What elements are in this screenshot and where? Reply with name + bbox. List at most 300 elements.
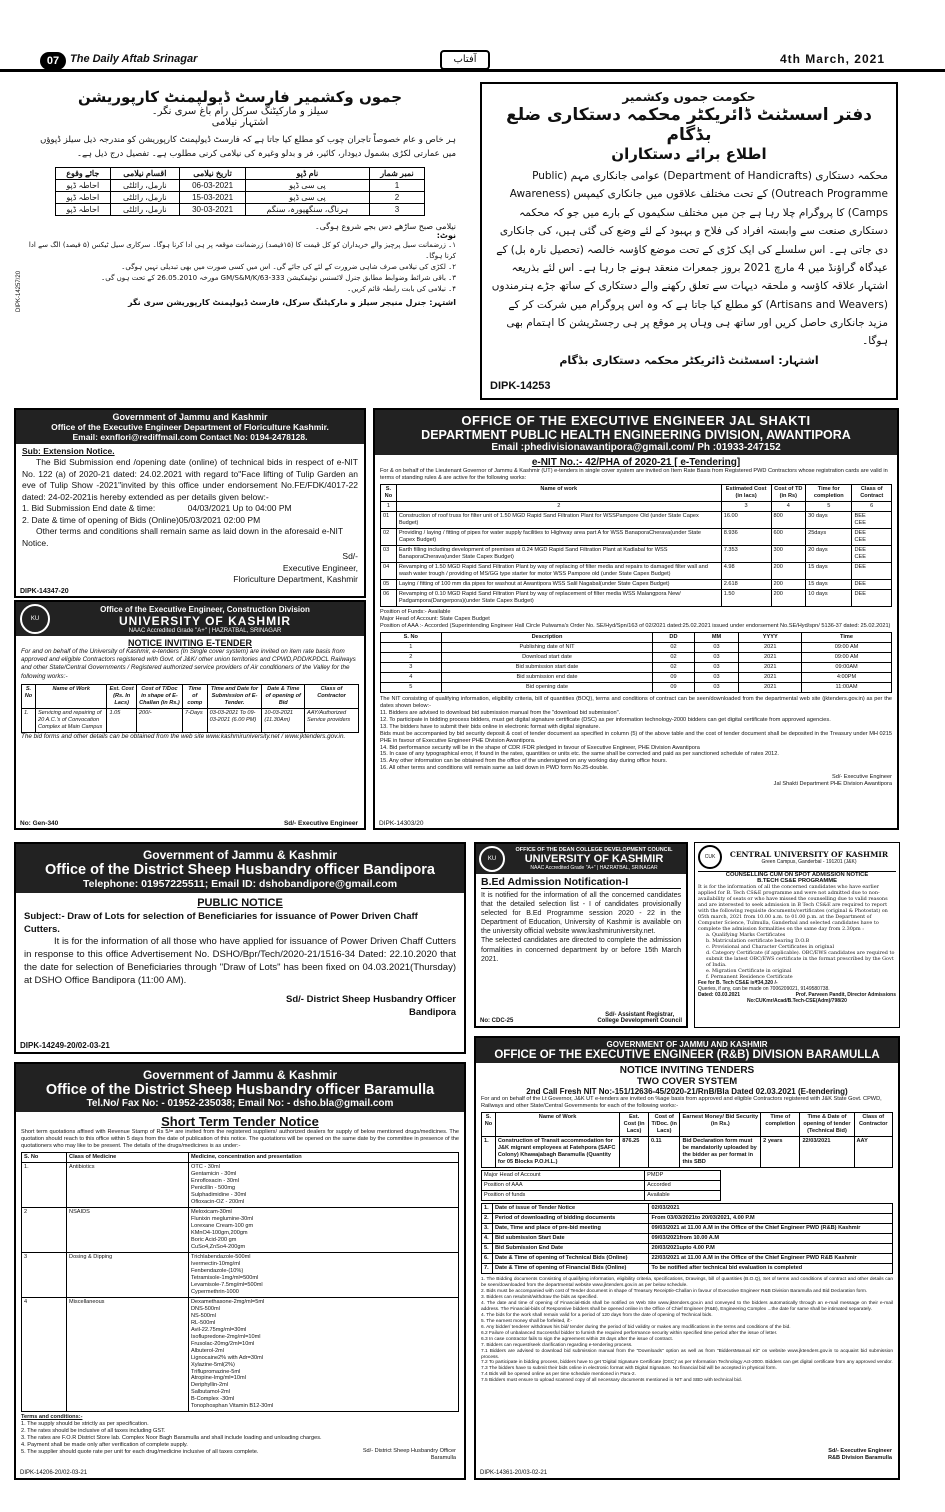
- jal-works-table: [380, 484, 892, 607]
- forest-title: جموں وکشمیر فارسٹ ڈیولپمنٹ کارپوریشن: [77, 88, 403, 106]
- newspaper-name: The Daily Aftab Srinagar: [70, 53, 198, 65]
- jal-works-cell: DEE CEE: [852, 528, 892, 545]
- forest-col-header: نام ڈپو: [245, 168, 369, 180]
- flori-signature: Sd/- Executive Engineer, Floriculture Department, Kashmir: [233, 551, 358, 585]
- ku-const-body: For and on behalf of the University of Kashmir, e-tenders (In Single cover system) are invited on item rate basis from approved and eligible Contractors registered with Govt. of J&K/ other union territories and CPWD,PDD/KPDCL Railways and other State/Central Governments / Registered authorized service providers of Air conditioners of the Valley for the following works:-: [21, 648, 356, 680]
- forest-col-header: جائے وقوع: [56, 168, 111, 180]
- sheepbla-signature: Sd/- District Sheep Husbandry Officer Baramulla: [362, 1448, 456, 1462]
- sheepb-title2: Office of the District Sheep Husbandry officer Bandipora: [16, 862, 464, 878]
- jal-works-cell: 04: [381, 562, 397, 579]
- rnb-title1: GOVERNMENT OF JAMMU AND KASHMIR: [476, 1038, 898, 1049]
- rnb-schedule-row: [482, 1253, 893, 1263]
- sheepbla-medicine-table: [21, 1152, 459, 1412]
- ku-const-col-header: Est. Cost (Rs. In Lacs): [107, 684, 136, 708]
- jal-sched-row: [381, 652, 892, 662]
- jal-sched-cell: 03: [694, 642, 739, 652]
- newspaper-logo: آفتاب: [440, 50, 490, 70]
- sheepbla-heading: Short Term Tender Notice: [161, 1114, 319, 1129]
- jal-sched-row: [381, 682, 892, 692]
- jal-sched-cell: Download start date: [441, 652, 653, 662]
- jal-works-cell: 01: [381, 511, 397, 528]
- rnb-position-cell: Available: [645, 1190, 721, 1200]
- jal-works-cell: 30 days: [806, 511, 852, 528]
- rnb-schedule-row: [482, 1203, 893, 1213]
- rnb-schedule-cell: Bid Submission End Date: [493, 1243, 649, 1253]
- forest-note: ۲۔ لکڑی کی نیلامی صرف شاہی ضرورت کے لئے کی جائے گی۔ اس میں کسی صورت میں بھی تبدیلی نہیں ہوگی۔: [121, 262, 456, 271]
- jal-works-cell: 1.50: [721, 589, 771, 606]
- rnb-cell: AAY: [854, 1136, 893, 1167]
- rnb-schedule-table: [481, 1203, 893, 1274]
- jal-works-cell: 4.98: [721, 562, 771, 579]
- jal-works-cell: Construction of roof truss for filter unit of 1.50 MGD Rapid Sand Filtration Plant for WSSPampore Old (under State Capex Budget): [396, 511, 721, 528]
- jal-number-cell: 5: [806, 501, 852, 511]
- handicraft-body: محکمہ دستکاری (Department of Handicrafts) عوامی جانکاری مہم (Public Outreach Programme) کے تحت مختلف علاقوں میں جانکاری کیمپس (Awareness Camps) کا پروگرام چلا رہا ہے جن میں مختلف سکیموں کے بارے میں جو کہ محکمہ دستکاری صنعت سے وابستہ افراد کی فلاح و بہبود کے لئے وضع کی گئی ہیں، کی جانکاری دی جاتی ہے۔ اس سلسلے کی ایک کڑی کے تحت موضع کاؤسہ خالصہ (تحصیل نارہ بل) کے عیدگاہ گراؤنڈ میں 4 مارچ 2021 بروز جمعرات منعقد ہونے جا رہا ہے۔ اس لئے بذریعہ اشتہار علاقہ کاؤسہ و ملحقہ دیہات سے تعلق رکھنے والے دستکاری کے ساتھ جڑے ہنرمندوں (Artisans and Weavers) کو مطلع کیا جاتا ہے کہ وہ اس پروگرام میں شرکت کر کے مزید جانکاری حاصل کریں اور ساتھ ہی وہاں پر موقع پر ہی رجسٹریشن کا اہتمام بھی ہوگا۔: [491, 170, 888, 348]
- bed-heading: B.Ed Admission Notification-I: [481, 876, 681, 889]
- forest-table-cell: احاطہ ڈپو: [56, 204, 111, 216]
- jal-sched-cell: 2021: [739, 672, 802, 682]
- forest-table-cell: پی سی ڈپو: [245, 192, 369, 204]
- sheepbla-medicine-row: [22, 1297, 459, 1412]
- jal-works-row: [381, 589, 892, 606]
- rnb-schedule-cell: Date, Time and place of pre-bid meeting: [493, 1223, 649, 1233]
- flori-dipk: DIPK-14347-20: [20, 588, 69, 595]
- jal-number-cell: 6: [852, 501, 892, 511]
- rnb-col-header: Est. Cost (in Lacs): [620, 1112, 649, 1136]
- flori-subject: Sub: Extension Notice.: [22, 446, 115, 456]
- jal-col-header: Class of Contract: [852, 484, 892, 501]
- sheepb-public-notice: PUBLIC NOTICE: [197, 897, 283, 909]
- ku-const-cell: 1.: [22, 708, 36, 732]
- bed-admission-ad: [474, 842, 688, 1028]
- cuk-title3: COUNSELLING CUM ON SPOT ADMISSION NOTICE: [725, 872, 869, 878]
- rnb-baramulla-ad: [474, 1036, 900, 1480]
- ku-const-col-header: Cost of T/Doc in shape of E-Challan (in Rs.): [136, 684, 182, 708]
- bed-signature: Sd/- Assistant Registrar, College Development Council: [597, 1012, 682, 1024]
- forest-table-cell: پی سی ڈپو: [245, 180, 369, 192]
- rnb-dipk: DIPK-14361-20/03-02-21: [480, 1470, 548, 1476]
- flori-item2: 2. Date & time of opening of Bids (Online)05/03/2021 02:00 PM: [22, 514, 261, 525]
- jal-sched-cell: Bid submission start date: [441, 662, 653, 672]
- cuk-doc-item: c. Provisional and Character Certificates in original: [706, 943, 835, 950]
- sheepbla-medicine-cell: 4: [22, 1297, 67, 1412]
- ku-const-col-header: S. No: [22, 684, 36, 708]
- jal-works-cell: 15 days: [806, 562, 852, 579]
- jal-works-cell: 300: [771, 545, 806, 562]
- rnb-schedule-row: [482, 1223, 893, 1233]
- ku-logo-icon: KU: [20, 604, 50, 634]
- cuk-doc-item: b. Matriculation certificate bearing D.O.B: [706, 937, 810, 944]
- sheepbla-medicine-cell: 3: [22, 1252, 67, 1297]
- ku-const-cell: 03-03-2021 To 09-03-2021 (6.00 PM): [207, 708, 262, 732]
- jal-sched-cell: 03: [694, 652, 739, 662]
- cuk-body: It is for the information of all the concerned candidates who have earlier applied for B. Tech CS&E programme and were not admitted due to non-availability of seats or who have missed the counselling due to valid reasons and are interested to seek admission in B Tech CS&E are required to report with the following requisite documents/certificates (original & Photostat) on 05th march, 2021 from 10.00 a.m. to 01.00 p.m. at the Department of Computer Science, Tulmulla, Ganderbal and selected candidates have to complete the admission formalities on the same day from 2.30pm :: [698, 884, 888, 932]
- rnb-schedule-cell: 3.: [482, 1223, 493, 1233]
- sheep-bandipora-ad: [14, 842, 466, 1054]
- rnb-schedule-cell: 1.: [482, 1203, 493, 1213]
- jal-works-cell: 25days: [806, 528, 852, 545]
- ku-const-cell: AAY/Authorized Service providers: [305, 708, 359, 732]
- sheepbla-dipk: DIPK-14206-20/02-03-21: [20, 1470, 88, 1476]
- jal-intro: For & on behalf of the Lieutenant Governor of Jammu & Kashmir (UT) e-tenders in single cover system are invited on Item Rate Basis from Registered PWD Contractors whose registration cards are valid in terms of standing rules & are active for the following works:: [380, 468, 888, 481]
- bed-title3: NAAC Accredited Grade "A+" | HAZRATBAL, SRINAGAR: [530, 865, 658, 871]
- jal-contact: Email :phedivisionawantipora@gmail.com/ Ph :01933-247152: [375, 442, 897, 455]
- jal-sched-cell: 5: [381, 682, 442, 692]
- bed-no: No: CDC-25: [480, 1018, 514, 1024]
- flori-title1: Government of Jammu and Kashmir: [16, 410, 364, 422]
- rnb-schedule-cell: 4.: [482, 1233, 493, 1243]
- forest-table-row: [56, 204, 425, 216]
- jal-title1: OFFICE OF THE EXECUTIVE ENGINEER JAL SHAKTI: [375, 410, 897, 428]
- jal-works-cell: Revamping of 1.50 MGD Rapid Sand Filtration Plant by way of replacing of filter media and repairs to damaged filter wall and wash water trough / providing of MS/GG type starter for motor WSS Pampore old (under State Capex Budget): [396, 562, 721, 579]
- rnb-schedule-cell: 5.: [482, 1243, 493, 1253]
- jal-sched-cell: Bid opening date: [441, 682, 653, 692]
- jal-works-cell: 03: [381, 545, 397, 562]
- jal-works-cell: 10 days: [806, 589, 852, 606]
- cuk-admission-ad: [694, 842, 900, 1028]
- jal-schedule-table: [380, 632, 892, 693]
- forest-subtitle: سیلز و مارکیٹنگ سرکل رام باغ سری نگر۔: [151, 106, 329, 117]
- ku-const-table: [21, 684, 359, 733]
- rnb-schedule-cell: 20/03/2021upto 4.00 P.M: [649, 1243, 893, 1253]
- jal-sched-cell: 3: [381, 662, 442, 672]
- ku-const-title2: UNIVERSITY OF KASHMIR: [118, 613, 292, 628]
- forest-table-cell: نارمل، رائلٹی: [110, 204, 180, 216]
- sheep-baramulla-ad: [14, 1062, 466, 1480]
- jal-sched-cell: 2021: [739, 662, 802, 672]
- jal-sched-header: YYYY: [739, 632, 802, 642]
- rnb-schedule-cell: 02/03/2021: [649, 1203, 893, 1213]
- jal-works-cell: 200: [771, 589, 806, 606]
- forest-signature: اشتہر: جنرل منیجر سیلز و مارکیٹنگ سرکل، فارسٹ ڈیولپمنٹ کارپوریشن سری نگر: [128, 298, 456, 308]
- forest-table-cell: ہرناگ، سنگھپورہ، سنگم: [245, 204, 369, 216]
- sheepbla-medicine-cell: 2: [22, 1207, 67, 1252]
- sheepbla-medicine-cell: Dexamethasone-2mg/ml=5ml DNS-500ml NS-500ml RL-500ml Avil-22.75mg/ml=30ml Isoflupredone-2mg/ml=10ml Frusolac-20mg/2ml=10ml Albuterol-2ml Lignocaine2% with Adr=30ml Xylazine-5ml(2%) Triflupromazine-5ml Atropine-Img/ml=10ml Deriphyllin-2ml Salbutamol-2ml B-Complex -30ml Tonophosphan Vitamin B12-30ml: [189, 1297, 459, 1412]
- jal-title2: DEPARTMENT PUBLIC HEALTH ENGINEERING DIVISION, AWANTIPORA: [375, 428, 897, 442]
- jal-sched-cell: 09:00 AM: [802, 642, 892, 652]
- forest-table-cell: احاطہ ڈپو: [56, 180, 111, 192]
- flori-title2: Office of the Executive Engineer Department of Floriculture Kashmir.: [16, 422, 364, 432]
- rnb-schedule-cell: Bid submission Start Date: [493, 1233, 649, 1243]
- jal-works-cell: 600: [771, 528, 806, 545]
- rnb-title2: OFFICE OF THE EXECUTIVE ENGINEER (R&B) DIVISION BARAMULLA: [476, 1049, 898, 1063]
- jal-works-cell: 7.353: [721, 545, 771, 562]
- jal-sched-cell: 09: [653, 682, 694, 692]
- forest-table-cell: 1: [369, 180, 424, 192]
- forest-intro: ہر خاص و عام خصوصاً تاجران چوب کو مطلع کیا جاتا ہے کہ فارسٹ ڈیولپمنٹ کارپوریشن کو مندرجہ ذیل سیلز ڈپوؤں میں عمارتی لکڑی بشمول دیودار، کائیر، فر و بدلو وغیرہ کی نیلامی کرنی مطلوب ہے۔ تفصیل درج ذیل ہے۔: [40, 135, 456, 159]
- sheepbla-medicine-cell: NSAIDS: [67, 1207, 189, 1252]
- forest-table-cell: 06-03-2021: [180, 180, 246, 192]
- ku-const-cell: 1.05: [107, 708, 136, 732]
- rnb-cell: 2 years: [761, 1136, 800, 1167]
- forest-col-header: نمبر شمار: [369, 168, 424, 180]
- bed-ku-logo-icon: KU: [479, 846, 505, 872]
- rnb-schedule-cell: Date & Time of opening of Technical Bids (Online): [493, 1253, 649, 1263]
- cuk-doc-item: f. Permanent Residence Certificate: [706, 973, 793, 980]
- jal-number-cell: 4: [771, 501, 806, 511]
- rnb-works-table: [481, 1112, 893, 1168]
- sheepbla-terms: 1. The supply should be strictly as per specification. 2. The rates should be inclusive of all taxes including GST. 3. The rates are F.O.R District Store lab. Complex Noor Bagh Baramulla and shall include loading and unloading charges. 4. Payment shall be made only after verification of complete supply. 5. The supplier should quote rate per unit for each drug/medicine inclusive of all taxes complete.: [21, 1421, 322, 1456]
- ku-const-footer: The bid forms and other details can be obtained from the web site www.kashmiruniversity.net / www.jktenders.gov.in.: [21, 732, 346, 740]
- jal-works-row: [381, 545, 892, 562]
- forest-auction-table: [55, 167, 425, 216]
- rnb-schedule-cell: 2.: [482, 1213, 493, 1223]
- jal-number-cell: 2: [396, 501, 721, 511]
- jal-sched-header: DD: [653, 632, 694, 642]
- cuk-title4: B.TECH CS&E PROGRAMME: [757, 878, 837, 884]
- rnb-col-header: Earnest Money/ Bid Security (in Rs.): [680, 1112, 761, 1136]
- cuk-no: No:CUKmr/Acad/B.Tech-CSE(Adm)/798/20: [747, 997, 847, 1004]
- forest-table-row: [56, 180, 425, 192]
- rnb-schedule-cell: From 03/03/2021to 20/03/2021, 4.00 P.M: [649, 1213, 893, 1223]
- rnb-schedule-row: [482, 1233, 893, 1243]
- sheepbla-medicine-cell: Antibiotics: [67, 1162, 189, 1207]
- flori-other: Other terms and conditions shall remain same as laid down in the aforesaid e-NIT Notice.: [22, 526, 343, 548]
- jal-signature: Sd/- Executive Engineer Jal Shakti Department PHE Division Awantipora: [773, 774, 892, 788]
- jal-works-cell: DEE CEE: [852, 545, 892, 562]
- cuk-title1: CENTRAL UNIVERSITY OF KASHMIR: [729, 849, 889, 859]
- flori-contact: Email: exnflori@rediffmail.com Contact No: 0194-2478128.: [16, 432, 364, 444]
- jal-position: Position of Funds:- Available Major Head of Account: State Capex Budget Position of AAA :- Accorded (Superintending Engineer Hall Circle Pulwama's Order No. SE/Hyd/Spn/163 of 02/2021 dated:25.02.2021 issued under endorsement No.SE/Hyd/spn/ 5136-37 dated: 25.02.2021): [380, 608, 891, 629]
- jal-sched-cell: 02: [653, 662, 694, 672]
- jal-sched-row: [381, 672, 892, 682]
- rnb-schedule-row: [482, 1243, 893, 1253]
- sheepbla-medicine-cell: OTC - 30ml Gentamicin - 30ml Enrofloxacin - 30ml Penicillin - 500mg Sulphadimidine - 30ml Ofloxacin-OZ - 200ml: [189, 1162, 459, 1207]
- forest-table-cell: 15-03-2021: [180, 192, 246, 204]
- rnb-position-table: [481, 1170, 721, 1201]
- jal-col-header: S. No: [381, 484, 397, 501]
- forest-note: ۳۔ باقی شرائط وضوابط مطابق جنرل لائسنس نوٹیفکیشن 333-63/GM/S&M/K مورخہ 26.05.2010 کے تحت ہوں گی۔: [101, 273, 456, 282]
- jal-col-header: Estimated Cost (in lacs): [721, 484, 771, 501]
- cuk-title2: Green Campus, Ganderbal - 191201 (J&K): [761, 858, 857, 865]
- sheepbla-title2: Office of the District Sheep Husbandry officer Baramulla: [16, 1082, 464, 1098]
- forest-corporation-ad: [14, 82, 466, 400]
- sheepbla-col-header: Medicine, concentration and presentation: [189, 1152, 459, 1162]
- jal-col-header: Name of work: [396, 484, 721, 501]
- ku-const-cell: 200/-: [136, 708, 182, 732]
- sheepb-signature: Sd/- District Sheep Husbandry Officer Bandipora: [286, 993, 456, 1018]
- jal-sched-cell: 2021: [739, 652, 802, 662]
- forest-table-cell: 3: [369, 204, 424, 216]
- ku-const-sign: Sd/- Executive Engineer: [283, 820, 358, 827]
- sheepb-subject: Subject:- Draw of Lots for selection of Beneficiaries for issuance of Power Driven Chaff Cutters.: [24, 910, 418, 935]
- handicraft-signature: اشتہار: اسسٹنٹ ڈائریکٹر محکمہ دستکاری بڈگام: [559, 353, 819, 367]
- sheepb-dipk: DIPK-14249-20/02-03-21: [20, 1041, 110, 1050]
- ku-construction-ad: [14, 600, 366, 830]
- rnb-schedule-cell: To be notified after technical bid evaluation is completed: [649, 1263, 893, 1273]
- ku-const-no: No: Gen-340: [20, 820, 59, 827]
- cuk-signature: Prof. Parveen Pandit, Director Admissions: [795, 991, 896, 998]
- sheepbla-terms-label: Terms and conditions:-: [21, 1414, 83, 1421]
- jal-sched-cell: 4: [381, 672, 442, 682]
- jal-terms: The NIT consisting of qualifying information, eligibility criteria, bill of quantities (BOQ), terms and conditions of contract can be seen/downloaded from the departmental web site (jktenders.gov.in) as per the dates shown below:- 11. Bidders are advised to download bid submission manual from the "download bid submission". 12. To participate in bidding process bidders, must get digital signature certificate (DSC) as per information technology-2000 bidders can get digital certificate from approved agencies. 13. The bidders have to submit their bids online in electronic format with digital signature. Bids must be accompanied by bid security deposit & cost of tender document as specified in column (5) of the above table and the cost of tender document shall be deposited in the Treasury under MH 0215 PHE in favour of Executive Engineer PHE Division Awantipora. 14. Bid performance security will be in the shape of CDR /FDR pledged in favour of Executive Engineer, PHE Division Awantipora 15. In case of any typographical error, if found in the rates, quantities or units etc. the same shall be corrected and paid as per sanctioned schedule of rates 2012. 15. Any other information can be obtained from the office of the undersigned on any working day during office hours. 16. All other terms and conditions will remain same as laid down in PWD form No.25-double.: [380, 695, 892, 772]
- sheepbla-intro: Short term quotations affixed with Revenue Stamp of Rs 5/= are invited from the registered suppliers/ authorized dealers for supply of below mentioned drugs/medicines. The quotation should reach to this office within 5 days from the date of publication of this notice. The quotations will be opened on the same date by the committee in presence of the quotationers who may like to be present. The details of the drugs/medicines is as under:-: [21, 1129, 459, 1149]
- ku-const-cell: 7-Days: [182, 708, 207, 732]
- rnb-cell: 876.25: [620, 1136, 649, 1167]
- jal-nit: e-NIT No.:- 42/PHA of 2020-21 [ e-Tendering]: [531, 457, 741, 468]
- sheepbla-medicine-cell: 1.: [22, 1162, 67, 1207]
- handicraft-line2: دفتر اسسٹنٹ ڈائریکٹر محکمہ دستکاری ضلع بڈگام: [506, 105, 872, 145]
- jal-works-cell: 2.618: [721, 579, 771, 589]
- jal-works-cell: 05: [381, 579, 397, 589]
- cuk-queries: Queries, if any, can be made on 7006209021, 9149580738.: [698, 985, 830, 992]
- sheepb-body: It is for the information of all those who have applied for issuance of Power Driven Chaff Cutters in response to this office Advertisement No. DSHO/Bpr/Tech/2020-21/1516-34 Dated: 22.10.2020 that the date for selection of Beneficiaries through "Draw of Lots" has been fixed on 04.03.2021(Thursday) at DSHO Office Bandipora (11:00 AM).: [24, 936, 456, 986]
- rnb-cell: 1.: [482, 1136, 496, 1167]
- jal-number-cell: 3: [721, 501, 771, 511]
- jal-dipk: DIPK-14303/20: [379, 820, 424, 827]
- rnb-schedule-cell: 7.: [482, 1263, 493, 1273]
- forest-table-cell: احاطہ ڈپو: [56, 192, 111, 204]
- flori-item1-label: 1. Bid Submission End date & time:: [22, 503, 156, 514]
- handicraft-dipk: DIPK-14253: [490, 380, 551, 392]
- jal-works-row: [381, 528, 892, 545]
- forest-col-header: اقسام نیلامی: [110, 168, 180, 180]
- sheepbla-medicine-cell: Dosing & Dipping: [67, 1252, 189, 1297]
- rnb-title4: TWO COVER SYSTEM: [636, 1076, 738, 1087]
- jal-works-cell: Earth filling including development of premises at 0.24 MGD Rapid Sand Filtration Plant at Kadlabal for WSS BanaporaCherava(under State Capex Budget): [396, 545, 721, 562]
- jal-sched-cell: Bid submission end date: [441, 672, 653, 682]
- rnb-col-header: Class of Contractor: [854, 1112, 893, 1136]
- floriculture-ad: [14, 408, 366, 598]
- sheepbla-col-header: S. No: [22, 1152, 67, 1162]
- jal-shakti-ad: [373, 408, 899, 830]
- jal-sched-cell: 09: [653, 672, 694, 682]
- page-header: [0, 50, 945, 72]
- sheepbla-title1: Government of Jammu & Kashmir: [16, 1064, 464, 1082]
- jal-col-header: Time for completion: [806, 484, 852, 501]
- forest-dipk: DIPK-14257/20: [16, 270, 22, 312]
- issue-date: 4th March, 2021: [779, 52, 885, 66]
- forest-note: ۱۔ زرضمانت سیل پرچیز والے خریداران کو کل قیمت کا (۱۵فیصد) زرضمانت موقعہ پر ہی ادا کرنا ہوگا۔ سرکاری سیل ٹیکس (۵ فیصد) الگ سے ادا کرنا ہوگا۔: [28, 241, 456, 261]
- forest-label: اشتہار نیلامی: [211, 117, 269, 128]
- jal-sched-cell: 09:00AM: [802, 662, 892, 672]
- jal-sched-cell: 02: [653, 652, 694, 662]
- sheepbla-medicine-cell: Miscellaneous: [67, 1297, 189, 1412]
- cuk-doc-list: [698, 932, 896, 980]
- rnb-cell: 0.11: [648, 1136, 680, 1167]
- jal-sched-header: MM: [694, 632, 739, 642]
- bed-body: It is notified for the information of all the concerned candidates that the detailed selection list - I of candidates provisionally selected for B.Ed Programme session 2020 - 22 in the Department of Education, University of Kashmir is available on the university official website www.kashmiruniversity.net. The selected candidates are directed to complete the admission formalities in concerned department by or before 15th March 2021.: [481, 892, 681, 963]
- sheepbla-medicine-cell: Trichlabendazole-500ml Ivermectin-10mg/ml Fenbendazole-(10%) Tetramisole-1mg/ml=500ml Levamisole-7.5mg/ml=500ml Cypermethrin-1000: [189, 1252, 459, 1297]
- jal-works-cell: 8.936: [721, 528, 771, 545]
- page-number: 07: [40, 52, 66, 70]
- forest-table-cell: نارمل، رائلٹی: [110, 180, 180, 192]
- jal-works-cell: Laying / fitting of 100 mm dia pipes for washout at Awantipora WSS Salil Nagabal(under State Capex Budget): [396, 579, 721, 589]
- ku-const-title1: Office of the Executive Engineer, Construction Division: [100, 604, 310, 614]
- flori-body: The Bid Submission end /opening date (online) of technical bids in respect of e-NIT No. 122 (a) of 2020-21 dated: 24.02.2021 with regard to"Face lifting of Tulip Garden an eve of Tulip Show -2021"invited by this office under endorsement No.FE/FDK/4017-22 dated: 24-02-2021is hereby extended as per details given below:-: [22, 457, 358, 502]
- forest-note-label: نوٹ:: [436, 231, 456, 241]
- jal-sched-cell: 2021: [739, 682, 802, 692]
- jal-works-row: [381, 511, 892, 528]
- forest-col-header: تاریخ نیلامی: [180, 168, 246, 180]
- jal-works-cell: 200: [771, 579, 806, 589]
- rnb-title3: NOTICE INVITING TENDERS: [619, 1065, 755, 1076]
- jal-works-cell: DEE: [852, 579, 892, 589]
- rnb-col-header: Time & Date of opening of tender (Technical Bid): [800, 1112, 854, 1136]
- rnb-schedule-cell: 6.: [482, 1253, 493, 1263]
- jal-works-cell: DEE: [852, 589, 892, 606]
- jal-sched-row: [381, 662, 892, 672]
- jal-sched-cell: 1: [381, 642, 442, 652]
- handicraft-line3: اطلاع برائے دستکاران: [611, 145, 767, 163]
- jal-sched-header: S. No: [381, 632, 442, 642]
- jal-sched-cell: 2: [381, 652, 442, 662]
- rnb-schedule-row: [482, 1213, 893, 1223]
- ku-const-notice: NOTICE INVITING E-TENDER: [127, 638, 252, 648]
- forest-table-cell: 30-03-2021: [180, 204, 246, 216]
- rnb-cell: Bid Declaration form must be mandatorily uploaded by the bidder as per format in this SBD: [680, 1136, 761, 1167]
- sheepb-title1: Government of Jammu & Kashmir: [16, 844, 464, 862]
- rnb-position-cell: Position of funds: [482, 1190, 645, 1200]
- rnb-schedule-cell: Date of issue of Tender Notice: [493, 1203, 649, 1213]
- jal-works-cell: DEE: [852, 562, 892, 579]
- jal-works-cell: 06: [381, 589, 397, 606]
- rnb-position-row: [482, 1170, 721, 1180]
- rnb-col-header: Time of completion: [761, 1112, 800, 1136]
- jal-sched-cell: 4:00PM: [802, 672, 892, 682]
- jal-sched-cell: 09:00 AM: [802, 652, 892, 662]
- forest-note: ۴۔ نیلامی کی بابت رابطہ قائم کریں۔: [347, 284, 456, 293]
- jal-works-cell: BEE CEE: [852, 511, 892, 528]
- sheepb-contact: Telephone: 01957225511; Email ID: dshobandipore@gmail.com: [16, 878, 464, 893]
- sheepbla-contact: Tel.No/ Fax No: - 01952-235038; Email No: - dsho.bla@gmail.com: [16, 1098, 464, 1112]
- ku-const-col-header: Class of Contractor: [305, 684, 359, 708]
- jal-number-cell: 1: [381, 501, 397, 511]
- cuk-doc-item: a. Qualifying Marks Certificates: [706, 931, 786, 938]
- sheepbla-medicine-cell: Meloxicam-30ml Flunixin meglumine-30ml Lorexane Cream-100 gm KMnO4-100gm,200gm Boric Acid-200 gm CuSo4,ZnSo4-200gm: [189, 1207, 459, 1252]
- rnb-schedule-cell: Period of downloading of bidding documents: [493, 1213, 649, 1223]
- rnb-schedule-cell: Date & Time of opening of Financial Bids (Online): [493, 1263, 649, 1273]
- cuk-doc-item: d. Category Certificate (if applicable). OBC/EWS candidates are required to submit the latest OBC/EWS certificate in the format prescribed by the Govt of India.: [706, 949, 895, 968]
- rnb-cell: Construction of Transit accommodation for J&K migrant employees at Fatehpora (SAFC Colony) Khawajabagh Baramulla (Quantity for 05 Blocks P.O.H.L.): [495, 1136, 619, 1167]
- forest-notes: [24, 240, 456, 294]
- jal-sched-cell: 2021: [739, 642, 802, 652]
- cuk-doc-item: e. Migration Certificate in original: [706, 967, 792, 974]
- sheepbla-medicine-row: [22, 1252, 459, 1297]
- jal-works-cell: 02: [381, 528, 397, 545]
- jal-works-row: [381, 579, 892, 589]
- rnb-intro: For and on behalf of the Lt Governor, J&K UT e-tenders are invited on %age basis from approved and eligible Contractors registered with J&K State Govt. CPWD, Railways and other State/Central Governments for each of the following works:-: [481, 1096, 882, 1109]
- cuk-fee: Fee for B. Tech CS&E is₹34,320 /-: [698, 979, 778, 986]
- jal-sched-header: Time: [802, 632, 892, 642]
- forest-time: نیلامی صبح ساڑھے دس بجے شروع ہوگی۔: [314, 222, 456, 232]
- flori-item1-value: 04/03/2021 Up to 04:00 PM: [187, 503, 292, 514]
- jal-works-cell: 200: [771, 562, 806, 579]
- jal-sched-cell: 03: [694, 672, 739, 682]
- rnb-position-row: [482, 1190, 721, 1200]
- jal-sched-cell: 03: [694, 662, 739, 672]
- jal-works-cell: 16.00: [721, 511, 771, 528]
- rnb-schedule-cell: 09/03/2021from 10.00 A.M: [649, 1233, 893, 1243]
- jal-sched-cell: 03: [694, 682, 739, 692]
- jal-sched-cell: 02: [653, 642, 694, 652]
- handicraft-line1: حکومت جموں وکشمیر: [622, 90, 756, 104]
- bed-title2: UNIVERSITY OF KASHMIR: [524, 853, 664, 865]
- ku-const-col-header: Time of comp: [182, 684, 207, 708]
- cuk-logo-icon: CUK: [698, 845, 722, 869]
- ku-const-col-header: Name of Work: [35, 684, 107, 708]
- rnb-position-cell: Accorded: [645, 1180, 721, 1190]
- jal-works-cell: Revamping of 0.10 MGD Rapid Sand Filtration Plant by way of replacement of filter media WSS Malangpora New/ Padgampora(Dangerpora)(under State Capex Budget): [396, 589, 721, 606]
- forest-table-row: [56, 192, 425, 204]
- handicrafts-ad: [480, 82, 898, 400]
- rnb-schedule-cell: 09/03/2021 at 11.00 A.M in the Office of the Chief Engineer PWD (R&B) Kashmir: [649, 1223, 893, 1233]
- jal-sched-header: Description: [441, 632, 653, 642]
- ku-const-cell: Servicing and repairing of 20 A.C.'s of Convocation Complex at Main Campus: [35, 708, 107, 732]
- rnb-col-header: S. No: [482, 1112, 496, 1136]
- ku-const-title3: NAAC Accredited Grade "A+" | HAZRATBAL, SRINAGAR: [128, 627, 282, 634]
- rnb-terms: 1. The Bidding documents Consisting of qualifying information, eligibility criteria, specifications, Drawings, bill of quantities (B.O.Q), Set of terms and conditions of contract and other details can be seen/downloaded from the departmental website www.jktenders.gov.in as per below schedule. 2. Bids must be accompanied with cost of Tender document in shape of Treasury Receipt/e-Challan in favour of Executive Engineer R&B Division Baramulla and Bid Declaration form. 3. Bidders can resubmit/withdraw the bids as specified. 4. The date and time of opening of Financial-Bids shall be notified on Web Site www.jktenders.gov.in and conveyed to the bidders automatically through an e-mail message on their e-mail address. The Financial-bids of Responsive bidders shall be opened online in the Office of Chief Engineer (R&B), Engineering Complex ...the date for same shall be intimated separately. 4. The bids for the work shall remain valid for a period of 120 days from the date of opening of Technical bids. 5. The earnest money shall be forfeited, if:- 6. Any bidder/ tenderer withdraws his bid/ tender during the period of bid validity or makes any modifications in the terms and conditions of the bid. 6.2 Failure of unbalanced Successful bidder to furnish the required performance security within specified time period after the issue of letter. 6.3 In case contractor fails to sign the agreement within 28 days after the issue of contract. 7. Bidders can request/seek clarification regarding e-tendering process. 7.1 Bidders are advised to download bid submission manual from the "Downloads" option as well as from "BiddersManual Kit" on website www.jktenders.gov.in to acquaint bid submission process. 7.2 To participate in bidding process, bidders have to get 'Digital Signature Certificate (DSC)' as per Information Technology Act-2000. Bidders can get digital certificate from any approved vendor. 7.3 The bidders have to submit their bids online in electronic format with Digital Signature. No financial bid will be accepted in physical form. 7.4 Bids will be opened online as per time schedule mentioned in Para-2. 7.5 Bidders must ensure to upload scanned copy of all necessary documents mentioned in NIT and SBD with technical bid.: [481, 1276, 893, 1384]
- jal-sched-row: [381, 642, 892, 652]
